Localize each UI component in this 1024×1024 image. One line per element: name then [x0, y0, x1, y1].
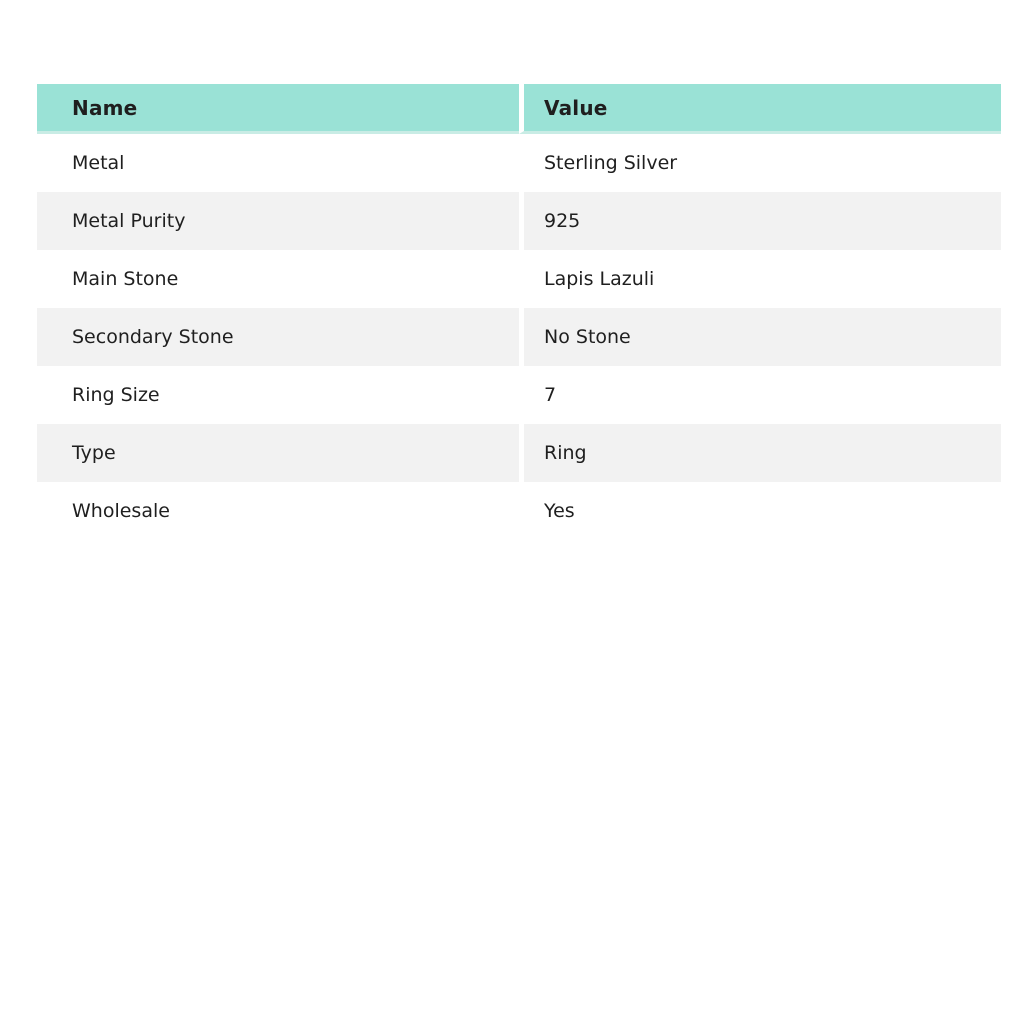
column-header-value: Value [519, 84, 1001, 134]
attribute-name-cell: Wholesale [37, 482, 519, 540]
table-row [37, 424, 1001, 482]
attribute-value-cell: No Stone [519, 308, 1001, 366]
attribute-name-cell: Ring Size [37, 366, 519, 424]
table-body [37, 134, 1001, 540]
table-row [37, 366, 1001, 424]
attribute-name-cell: Secondary Stone [37, 308, 519, 366]
attribute-value-cell: Lapis Lazuli [519, 250, 1001, 308]
attribute-value-cell: Sterling Silver [519, 134, 1001, 192]
attribute-value-cell: 7 [519, 366, 1001, 424]
product-attributes-table [37, 84, 1001, 540]
column-header-name: Name [37, 84, 519, 134]
attribute-name-cell: Metal [37, 134, 519, 192]
attribute-value-cell: Yes [519, 482, 1001, 540]
table-row [37, 308, 1001, 366]
table-header [37, 84, 1001, 134]
attribute-value-cell: Ring [519, 424, 1001, 482]
attribute-name-cell: Metal Purity [37, 192, 519, 250]
table-row [37, 134, 1001, 192]
table-row [37, 250, 1001, 308]
table-header-row [37, 84, 1001, 134]
table-row [37, 192, 1001, 250]
attribute-name-cell: Main Stone [37, 250, 519, 308]
table-row [37, 482, 1001, 540]
product-attributes-panel [37, 84, 1001, 540]
attribute-value-cell: 925 [519, 192, 1001, 250]
attribute-name-cell: Type [37, 424, 519, 482]
